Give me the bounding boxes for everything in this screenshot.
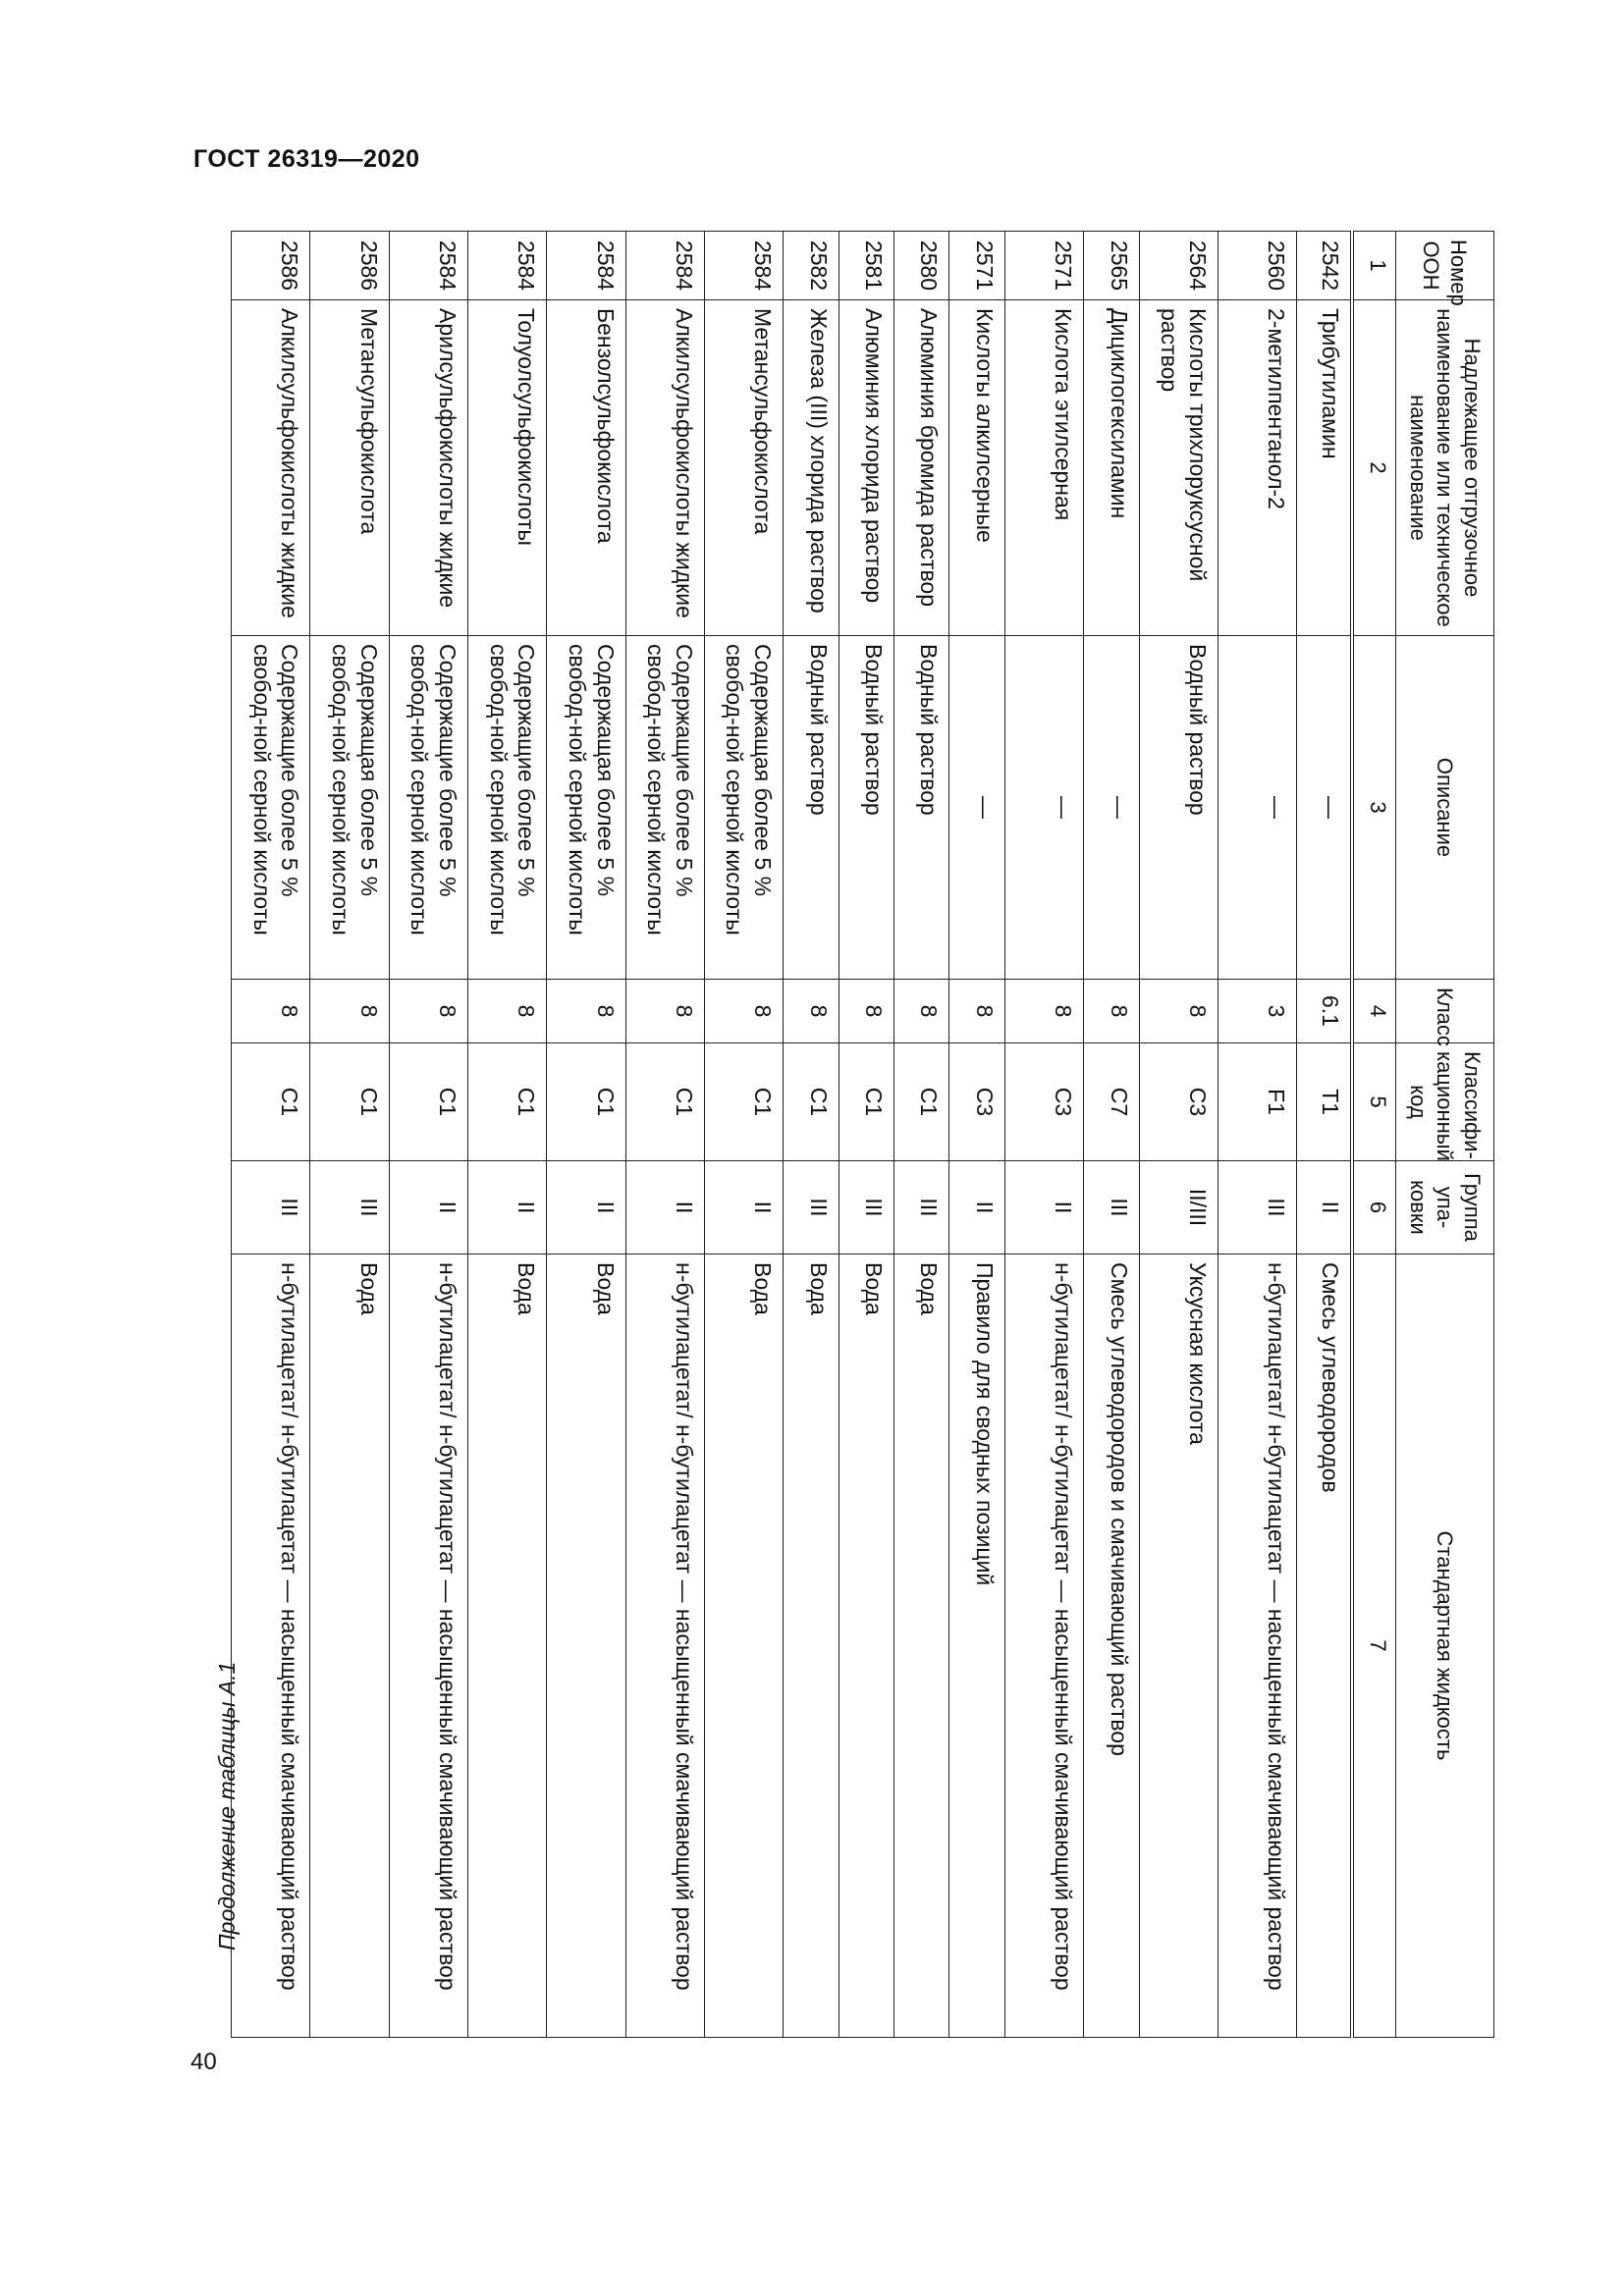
cell-standard-liquid: Вода (893, 1255, 948, 2038)
cell-packing-group: II (1004, 1161, 1083, 1255)
data-table (231, 231, 1494, 2038)
cell-name: Арилсульфокислоты жидкие (389, 300, 467, 636)
cell-standard-liquid: Вода (839, 1255, 893, 2038)
cell-standard-liquid: Вода (310, 1255, 389, 2038)
col-header-packing-group: Группа упа-ковки (1396, 1161, 1494, 1255)
cell-name: Кислота этилсерная (1004, 300, 1083, 636)
cell-name: Метансульфокислота (310, 300, 389, 636)
cell-standard-liquid: н-бутилацетат/ н-бутилацетат — насыщенный смачивающий раствор (625, 1255, 704, 2038)
cell-description: Водный раствор (893, 636, 948, 980)
cell-description: Водный раствор (1139, 636, 1218, 980)
cell-standard-liquid: Вода (704, 1255, 783, 2038)
col-number: 4 (1352, 980, 1396, 1043)
cell-class: 6.1 (1297, 980, 1352, 1043)
cell-name: 2-метилпентанол-2 (1218, 300, 1296, 636)
cell-un-number: 2560 (1218, 232, 1296, 300)
cell-un-number: 2581 (839, 232, 893, 300)
table-row (839, 232, 893, 2038)
cell-packing-group: II (704, 1161, 783, 1255)
standard-designation: ГОСТ 26319—2020 (193, 145, 420, 173)
table-row (1139, 232, 1218, 2038)
page-number: 40 (190, 2049, 217, 2075)
cell-classification-code: T1 (1297, 1043, 1352, 1161)
cell-name: Бензолсульфокислота (547, 300, 625, 636)
col-header-class: Класс (1396, 980, 1494, 1043)
cell-classification-code: C1 (704, 1043, 783, 1161)
cell-class: 8 (1084, 980, 1139, 1043)
cell-name: Толуолсульфокислоты (468, 300, 547, 636)
cell-classification-code: C1 (547, 1043, 625, 1161)
cell-name: Железа (III) хлорида раствор (784, 300, 839, 636)
cell-classification-code: C1 (784, 1043, 839, 1161)
cell-standard-liquid: Смесь углеводородов (1297, 1255, 1352, 2038)
table-row (468, 232, 547, 2038)
table-row (704, 232, 783, 2038)
cell-un-number: 2580 (893, 232, 948, 300)
cell-standard-liquid: Правило для сводных позиций (949, 1255, 1004, 2038)
cell-class: 8 (949, 980, 1004, 1043)
cell-un-number: 2586 (310, 232, 389, 300)
cell-classification-code: C3 (949, 1043, 1004, 1161)
col-header-name: Надлежащее отгрузочное наименование или техническое наименование (1396, 300, 1494, 636)
cell-packing-group: II (1297, 1161, 1352, 1255)
cell-class: 8 (784, 980, 839, 1043)
cell-standard-liquid: Вода (547, 1255, 625, 2038)
cell-description: Содержащие более 5 % свобод-ной серной кислоты (232, 636, 310, 980)
cell-standard-liquid: Вода (784, 1255, 839, 2038)
cell-standard-liquid: н-бутилацетат/ н-бутилацетат — насыщенный смачивающий раствор (1004, 1255, 1083, 2038)
cell-class: 8 (468, 980, 547, 1043)
column-number-row (1352, 232, 1396, 2038)
table-row (784, 232, 839, 2038)
cell-classification-code: C1 (232, 1043, 310, 1161)
cell-class: 8 (1139, 980, 1218, 1043)
header-row (1396, 232, 1494, 2038)
cell-name: Алюминия хлорида раствор (839, 300, 893, 636)
table-container (231, 231, 1494, 2037)
table-row (1297, 232, 1352, 2038)
cell-class: 8 (704, 980, 783, 1043)
cell-classification-code: C1 (625, 1043, 704, 1161)
cell-class: 8 (547, 980, 625, 1043)
cell-class: 3 (1218, 980, 1296, 1043)
table-row (893, 232, 948, 2038)
cell-classification-code: C7 (1084, 1043, 1139, 1161)
cell-class: 8 (1004, 980, 1083, 1043)
cell-standard-liquid: н-бутилацетат/ н-бутилацетат — насыщенный смачивающий раствор (389, 1255, 467, 2038)
table-row (625, 232, 704, 2038)
cell-packing-group: II (389, 1161, 467, 1255)
cell-name: Алкилсульфокислоты жидкие (232, 300, 310, 636)
cell-name: Дициклогексиламин (1084, 300, 1139, 636)
cell-packing-group: III (784, 1161, 839, 1255)
cell-un-number: 2565 (1084, 232, 1139, 300)
cell-classification-code: C1 (310, 1043, 389, 1161)
table-row (949, 232, 1004, 2038)
cell-classification-code: C1 (389, 1043, 467, 1161)
cell-packing-group: II/III (1139, 1161, 1218, 1255)
cell-name: Алкилсульфокислоты жидкие (625, 300, 704, 636)
cell-classification-code: C1 (839, 1043, 893, 1161)
col-header-description: Описание (1396, 636, 1494, 980)
col-number: 2 (1352, 300, 1396, 636)
cell-description: Водный раствор (839, 636, 893, 980)
cell-description: — (1004, 636, 1083, 980)
cell-packing-group: II (547, 1161, 625, 1255)
table-row (1084, 232, 1139, 2038)
cell-un-number: 2571 (949, 232, 1004, 300)
cell-packing-group: III (839, 1161, 893, 1255)
cell-description: Содержащие более 5 % свобод-ной серной кислоты (389, 636, 467, 980)
cell-un-number: 2542 (1297, 232, 1352, 300)
cell-description: Содержащие более 5 % свобод-ной серной кислоты (468, 636, 547, 980)
cell-packing-group: III (232, 1161, 310, 1255)
cell-description: — (1218, 636, 1296, 980)
cell-un-number: 2586 (232, 232, 310, 300)
cell-description: Содержащая более 5 % свобод-ной серной кислоты (310, 636, 389, 980)
cell-classification-code: C1 (893, 1043, 948, 1161)
cell-un-number: 2584 (389, 232, 467, 300)
cell-class: 8 (389, 980, 467, 1043)
cell-description: — (949, 636, 1004, 980)
cell-description: Содержащая более 5 % свобод-ной серной кислоты (547, 636, 625, 980)
cell-description: Содержащие более 5 % свобод-ной серной кислоты (625, 636, 704, 980)
cell-un-number: 2564 (1139, 232, 1218, 300)
cell-un-number: 2584 (547, 232, 625, 300)
table-row (547, 232, 625, 2038)
cell-name: Кислоты алкилсерные (949, 300, 1004, 636)
cell-packing-group: II (625, 1161, 704, 1255)
col-number: 5 (1352, 1043, 1396, 1161)
table-row (1218, 232, 1296, 2038)
col-number: 7 (1352, 1255, 1396, 2038)
cell-un-number: 2584 (704, 232, 783, 300)
cell-un-number: 2584 (625, 232, 704, 300)
col-header-un-number: Номер ООН (1396, 232, 1494, 300)
table-row (232, 232, 310, 2038)
table-caption: Продолжение таблицы А.1 (214, 1661, 240, 1950)
cell-description: — (1297, 636, 1352, 980)
cell-packing-group: III (310, 1161, 389, 1255)
cell-standard-liquid: Смесь углеводородов и смачивающий раствор (1084, 1255, 1139, 2038)
table-row (1004, 232, 1083, 2038)
cell-class: 8 (839, 980, 893, 1043)
cell-name: Кислоты трихлоруксусной раствор (1139, 300, 1218, 636)
col-number: 3 (1352, 636, 1396, 980)
cell-description: Содержащая более 5 % свобод-ной серной кислоты (704, 636, 783, 980)
cell-standard-liquid: Уксусная кислота (1139, 1255, 1218, 2038)
cell-class: 8 (893, 980, 948, 1043)
col-header-classification-code: Классифи-кационный код (1396, 1043, 1494, 1161)
cell-name: Алюминия бромида раствор (893, 300, 948, 636)
table-row (310, 232, 389, 2038)
cell-packing-group: II (949, 1161, 1004, 1255)
cell-classification-code: C3 (1004, 1043, 1083, 1161)
cell-class: 8 (310, 980, 389, 1043)
cell-name: Трибутиламин (1297, 300, 1352, 636)
cell-un-number: 2582 (784, 232, 839, 300)
cell-packing-group: III (893, 1161, 948, 1255)
cell-description: — (1084, 636, 1139, 980)
cell-class: 8 (625, 980, 704, 1043)
cell-packing-group: III (1218, 1161, 1296, 1255)
table-row (389, 232, 467, 2038)
cell-un-number: 2584 (468, 232, 547, 300)
cell-name: Метансульфокислота (704, 300, 783, 636)
col-number: 6 (1352, 1161, 1396, 1255)
cell-classification-code: C1 (468, 1043, 547, 1161)
cell-packing-group: III (1084, 1161, 1139, 1255)
cell-standard-liquid: Вода (468, 1255, 547, 2038)
cell-description: Водный раствор (784, 636, 839, 980)
cell-standard-liquid: н-бутилацетат/ н-бутилацетат — насыщенный смачивающий раствор (1218, 1255, 1296, 2038)
cell-classification-code: F1 (1218, 1043, 1296, 1161)
cell-classification-code: C3 (1139, 1043, 1218, 1161)
col-header-standard-liquid: Стандартная жидкость (1396, 1255, 1494, 2038)
cell-standard-liquid: н-бутилацетат/ н-бутилацетат — насыщенный смачивающий раствор (232, 1255, 310, 2038)
cell-class: 8 (232, 980, 310, 1043)
cell-packing-group: II (468, 1161, 547, 1255)
col-number: 1 (1352, 232, 1396, 300)
cell-un-number: 2571 (1004, 232, 1083, 300)
